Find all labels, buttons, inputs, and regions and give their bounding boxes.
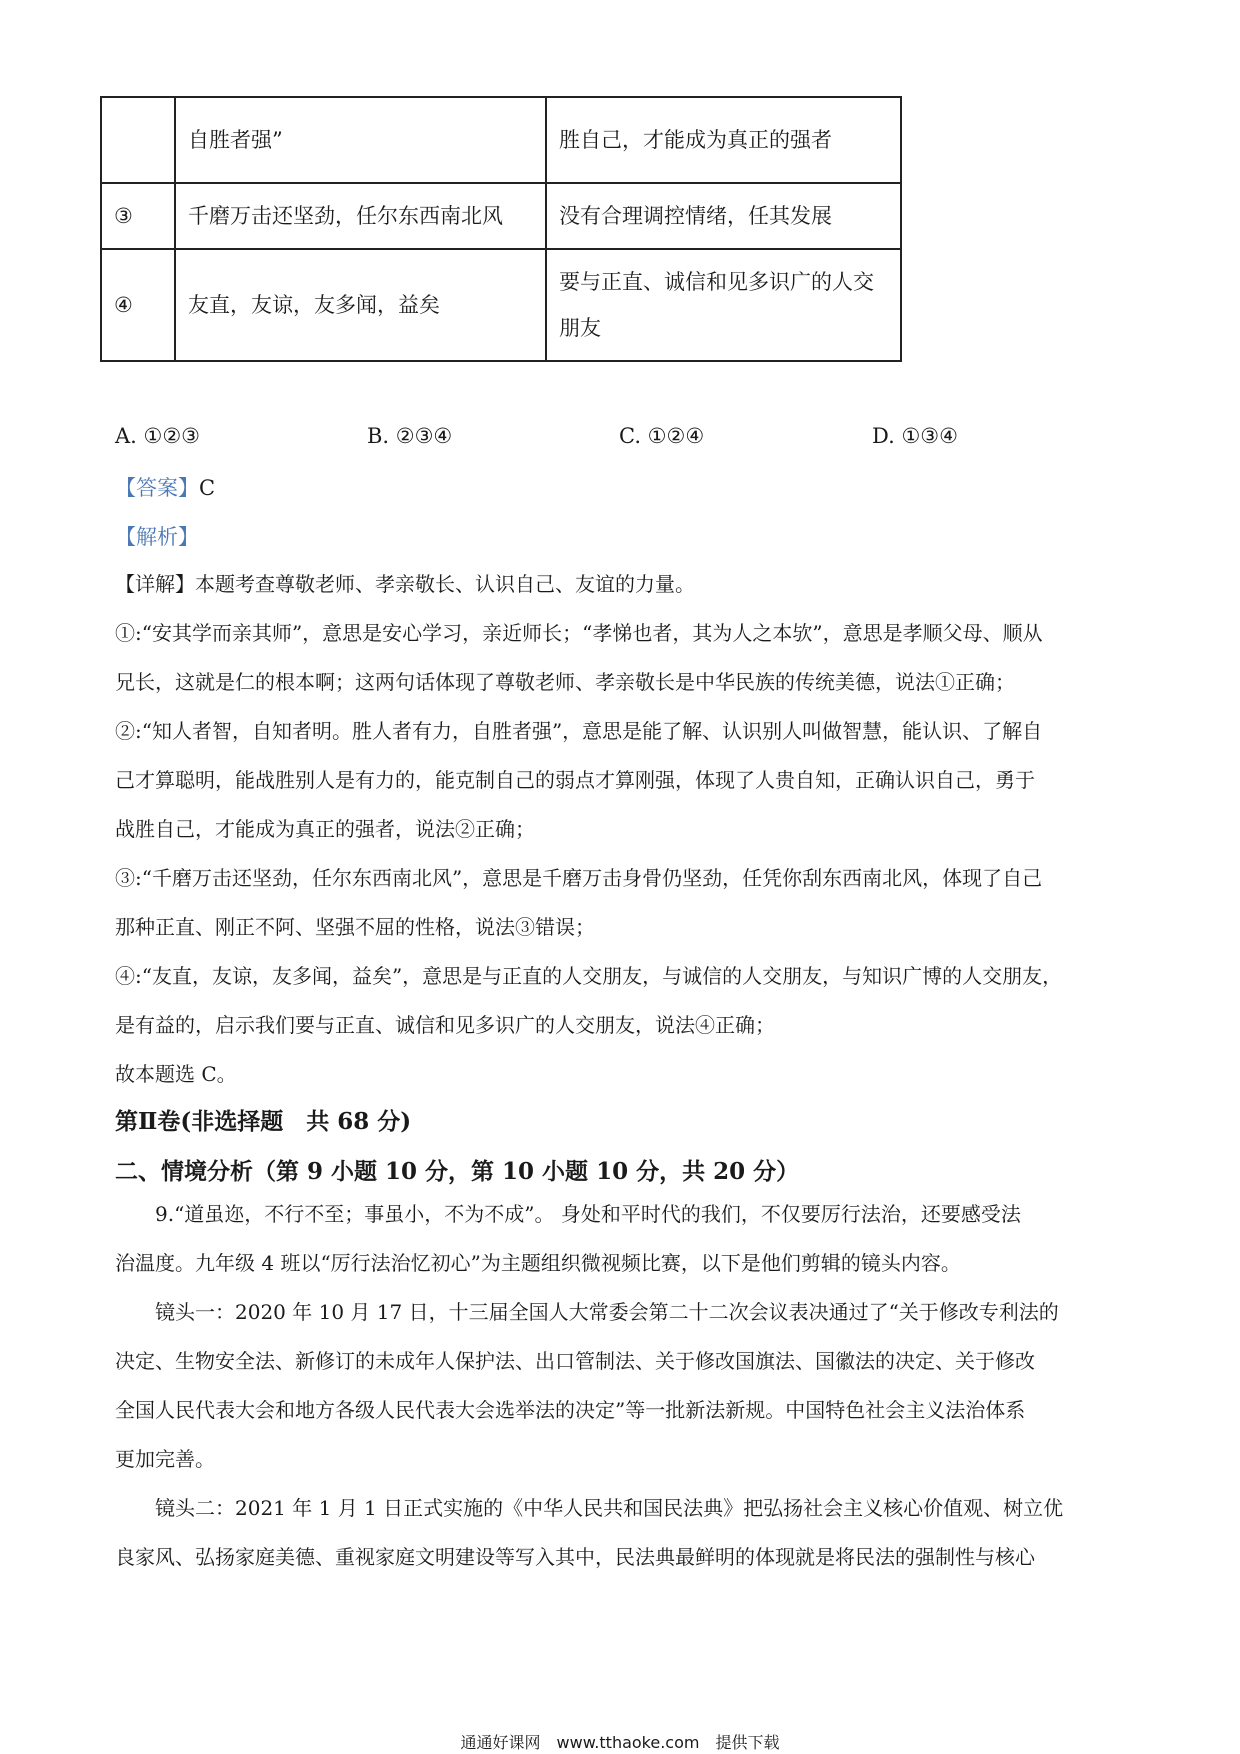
quote-cell: 自胜者强” xyxy=(175,97,546,183)
question-line: 镜头二：2021 年 1 月 1 日正式实施的《中华人民共和国民法典》把弘扬社会主义核心价值观、树立优 xyxy=(155,1496,1064,1520)
explanation-line: ④:“友直，友谅，友多闻，益矣”，意思是与正直的人交朋友，与诚信的人交朋友，与知识广博的人交朋友， xyxy=(115,964,1063,988)
option-d: D. ①③④ xyxy=(872,424,958,448)
explanation xyxy=(115,560,1130,1099)
table-row xyxy=(101,249,901,361)
row-number: ④ xyxy=(101,249,175,361)
explanation-line: 是有益的，启示我们要与正直、诚信和见多识广的人交朋友，说法④正确； xyxy=(115,1013,775,1037)
analysis-tag: 【解析】 xyxy=(115,525,199,549)
explanation-line: ②:“知人者智，自知者明。胜人者有力，自胜者强”，意思是能了解、认识别人叫做智慧，能认识、了解自 xyxy=(115,719,1043,743)
explanation-line: 兄长，这就是仁的根本啊；这两句话体现了尊敬老师、孝亲敬长是中华民族的传统美德，说法①正确； xyxy=(115,670,1015,694)
row-number xyxy=(101,97,175,183)
section-heading: 第Ⅱ卷(非选择题 共 68 分) xyxy=(115,1108,412,1135)
question-line: 9.“道虽迩，不行不至；事虽小，不为不成”。 身处和平时代的我们，不仅要厉行法治，还要感受法 xyxy=(155,1202,1021,1226)
row-number: ③ xyxy=(101,183,175,249)
question-line: 治温度。九年级 4 班以“厉行法治忆初心”为主题组织微视频比赛，以下是他们剪辑的镜头内容。 xyxy=(115,1251,961,1275)
explanation-line: ①:“安其学而亲其师”，意思是安心学习，亲近师长；“孝悌也者，其为人之本欤”，意思是孝顺父母、顺从 xyxy=(115,621,1043,645)
explanation-line: 故本题选 C。 xyxy=(115,1062,237,1086)
table-row xyxy=(101,97,901,183)
question-line: 更加完善。 xyxy=(115,1447,215,1471)
option-b: B. ②③④ xyxy=(367,424,453,448)
option-c: C. ①②④ xyxy=(619,424,705,448)
quote-cell: 友直，友谅，友多闻，益矣 xyxy=(175,249,546,361)
statement-table xyxy=(100,96,902,362)
meaning-cell: 没有合理调控情绪，任其发展 xyxy=(546,183,901,249)
page-footer: 通通好课网 www.tthaoke.com 提供下载 xyxy=(460,1733,780,1752)
question-line: 全国人民代表大会和地方各级人民代表大会选举法的决定”等一批新法新规。中国特色社会主义法治体系 xyxy=(115,1398,1026,1422)
explanation-line: 那种正直、刚正不阿、坚强不屈的性格，说法③错误； xyxy=(115,915,595,939)
question-9 xyxy=(115,1190,1130,1582)
option-a: A. ①②③ xyxy=(115,424,200,448)
explanation-line: 己才算聪明，能战胜别人是有力的，能克制自己的弱点才算刚强，体现了人贵自知，正确认识自己，勇于 xyxy=(115,768,1035,792)
meaning-cell: 要与正直、诚信和见多识广的人交朋友 xyxy=(546,249,901,361)
explanation-line: ③:“千磨万击还坚劲，任尔东西南北风”，意思是千磨万击身骨仍坚劲，任凭你刮东西南北风，体现了自己 xyxy=(115,866,1043,890)
explanation-line: 【详解】本题考查尊敬老师、孝亲敬长、认识自己、友谊的力量。 xyxy=(115,572,695,596)
table-row xyxy=(101,183,901,249)
question-line: 良家风、弘扬家庭美德、重视家庭文明建设等写入其中，民法典最鲜明的体现就是将民法的强制性与核心 xyxy=(115,1545,1035,1569)
meaning-cell: 胜自己，才能成为真正的强者 xyxy=(546,97,901,183)
answer-value: C xyxy=(199,476,216,500)
answer-line xyxy=(115,472,215,502)
explanation-line: 战胜自己，才能成为真正的强者，说法②正确； xyxy=(115,817,535,841)
quote-cell: 千磨万击还坚劲，任尔东西南北风 xyxy=(175,183,546,249)
answer-tag: 【答案】 xyxy=(115,476,199,500)
question-line: 决定、生物安全法、新修订的未成年人保护法、出口管制法、关于修改国旗法、国徽法的决定、关于修改 xyxy=(115,1349,1035,1373)
section-subheading: 二、情境分析（第 9 小题 10 分，第 10 小题 10 分，共 20 分） xyxy=(115,1158,800,1185)
question-line: 镜头一：2020 年 10 月 17 日，十三届全国人大常委会第二十二次会议表决通过了“关于修改专利法的 xyxy=(155,1300,1059,1324)
